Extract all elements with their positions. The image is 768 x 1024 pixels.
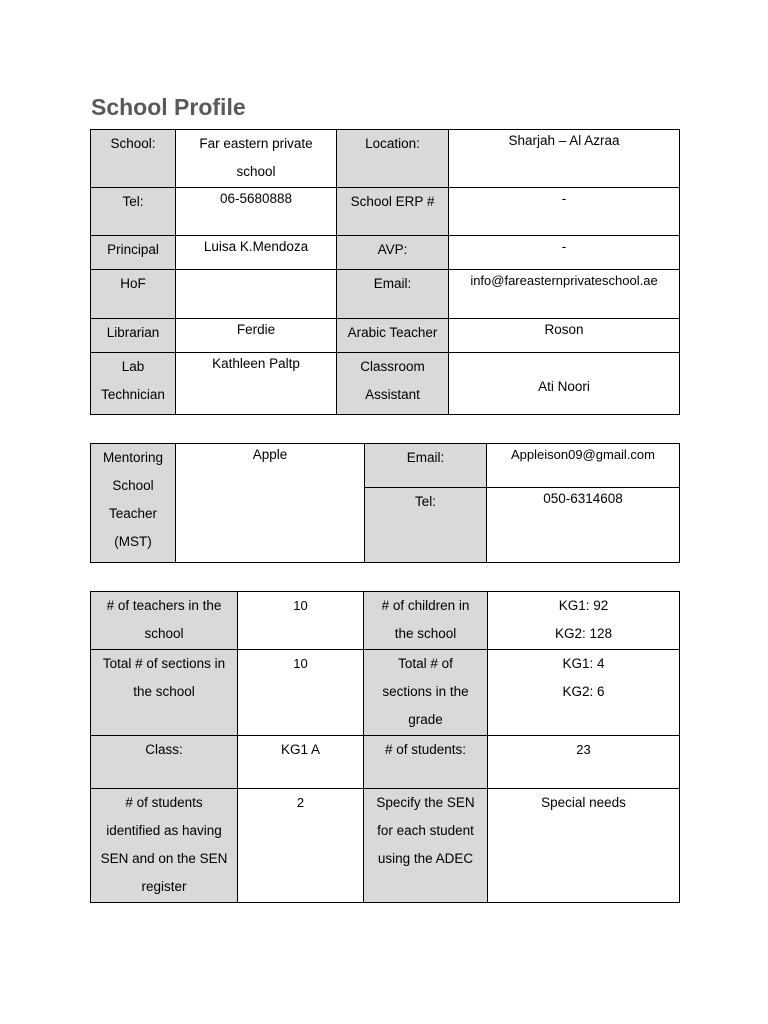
erp-label: School ERP # (337, 188, 449, 236)
lab-technician-value: Kathleen Paltp (176, 353, 337, 415)
hof-label: HoF (91, 270, 176, 319)
mentor-table (90, 443, 680, 563)
lab-technician-label: Lab Technician (91, 353, 176, 415)
school-label: School: (91, 130, 176, 188)
classroom-assistant-value: Ati Noori (449, 353, 680, 415)
sections-count-label: Total # of sections in the school (91, 650, 238, 736)
table-row (91, 130, 680, 188)
class-label: Class: (91, 736, 238, 789)
table-row (91, 592, 680, 650)
email-label: Email: (337, 270, 449, 319)
grade-sections-value: KG1: 4 KG2: 6 (488, 650, 680, 736)
table-row (91, 650, 680, 736)
specify-sen-label: Specify the SEN for each student using the ADEC (364, 789, 488, 903)
sen-students-label: # of students identified as having SEN and on the SEN register (91, 789, 238, 903)
school-profile-table (90, 129, 680, 415)
sen-students-value: 2 (238, 789, 364, 903)
children-count-label: # of children in the school (364, 592, 488, 650)
children-count-value: KG1: 92 KG2: 128 (488, 592, 680, 650)
table-row (91, 270, 680, 319)
mentor-name-value: Apple (176, 444, 365, 563)
teachers-count-value: 10 (238, 592, 364, 650)
librarian-value: Ferdie (176, 319, 337, 353)
arabic-teacher-label: Arabic Teacher (337, 319, 449, 353)
email-value: info@fareasternprivateschool.ae (449, 270, 680, 319)
table-row (91, 444, 680, 488)
principal-value: Luisa K.Mendoza (176, 236, 337, 270)
hof-value (176, 270, 337, 319)
location-label: Location: (337, 130, 449, 188)
mentor-label: Mentoring School Teacher (MST) (91, 444, 176, 563)
mentor-tel-value: 050-6314608 (487, 488, 680, 563)
tel-label: Tel: (91, 188, 176, 236)
students-count-label: # of students: (364, 736, 488, 789)
tel-value: 06-5680888 (176, 188, 337, 236)
table-row (91, 236, 680, 270)
avp-label: AVP: (337, 236, 449, 270)
page-title: School Profile (91, 94, 246, 120)
table-row (91, 736, 680, 789)
table-row (91, 319, 680, 353)
school-value: Far eastern private school (176, 130, 337, 188)
table-row (91, 353, 680, 415)
specify-sen-value: Special needs (488, 789, 680, 903)
grade-sections-label: Total # of sections in the grade (364, 650, 488, 736)
sections-count-value: 10 (238, 650, 364, 736)
classroom-assistant-label: Classroom Assistant (337, 353, 449, 415)
librarian-label: Librarian (91, 319, 176, 353)
erp-value: - (449, 188, 680, 236)
mentor-tel-label: Tel: (365, 488, 487, 563)
school-stats-table (90, 591, 680, 903)
avp-value: - (449, 236, 680, 270)
class-value: KG1 A (238, 736, 364, 789)
location-value: Sharjah – Al Azraa (449, 130, 680, 188)
teachers-count-label: # of teachers in the school (91, 592, 238, 650)
arabic-teacher-value: Roson (449, 319, 680, 353)
mentor-email-value: Appleison09@gmail.com (487, 444, 680, 488)
table-row (91, 789, 680, 903)
students-count-value: 23 (488, 736, 680, 789)
mentor-email-label: Email: (365, 444, 487, 488)
table-row (91, 188, 680, 236)
principal-label: Principal (91, 236, 176, 270)
